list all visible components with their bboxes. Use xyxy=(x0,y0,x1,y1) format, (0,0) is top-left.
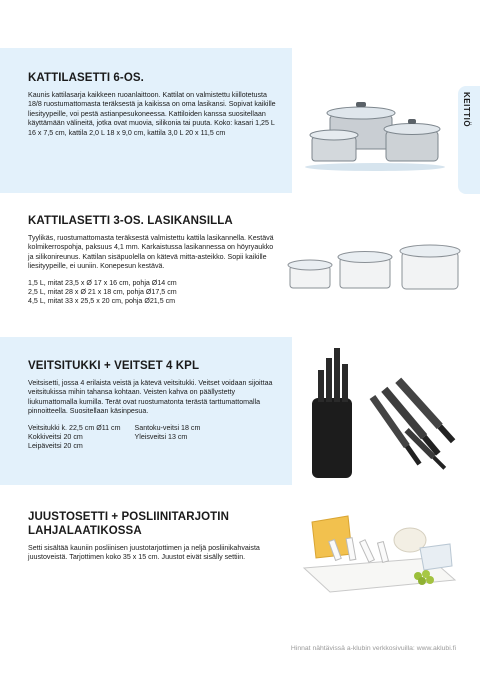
product-title xyxy=(28,510,278,538)
spec-line: Leipäveitsi 20 cm xyxy=(28,442,83,451)
spec-line: 4,5 L, mitat 33 x 25,5 x 20 cm, pohja Ø21,5 cm xyxy=(28,297,176,306)
footer-note: Hinnat nähtävissä a-klubin verkkosivuilla: www.aklubi.fi xyxy=(290,645,456,652)
product-description: Tyylikäs, ruostumattomasta teräksestä valmistettu kattila lasikannella. Kestävä kolmikerrospohja, paksuus 4,1 mm. Karkaistussa lasikannessa on höyryaukko ja silikonireunus. Kattilan sisäpuolella on kätevä mitta-asteikko. Sopii kaikille liesityypeille, ei uuniin. Konepesun kestävä. xyxy=(28,234,274,271)
spec-line: Veitsitukki k. 22,5 cm Ø11 cm xyxy=(28,423,121,432)
product-specs xyxy=(28,279,278,307)
spec-column-right xyxy=(135,424,201,452)
product-description: Kaunis kattilasarja kaikkeen ruoanlaittoon. Kattilat on valmistettu kiillotetusta 18/8 ruostumattomasta teräksestä ja kaikissa on oma lasikansi. Sopivat kaikille liesityypeille, voi pestä astianpesukoneessa. Kattiloiden kanssa suositellaan käyttämään välineitä, jotka ovat muovia, silikonia tai puuta. Koko: kasari 1,25 L 16 x 7,5 cm, kattila 2,0 L 18 x 9,0 cm, kattila 3,0 L 20 x 11,5 cm xyxy=(28,91,276,137)
spec-line: Kokkiveitsi 20 cm xyxy=(28,433,83,442)
spec-line: 2,5 L, mitat 28 x Ø 21 x 18 cm, pohja Ø17,5 cm xyxy=(28,288,177,297)
category-tab-label: KEITTIÖ xyxy=(462,92,471,128)
product-cheese-set xyxy=(28,510,278,563)
product-title-line1: JUUSTOSETTI + POSLIINITARJOTIN xyxy=(28,511,229,523)
product-description: Setti sisältää kauniin posliinisen juustotarjottimen ja neljä posliinikahvaista juustoveistä. Tarjottimen koko 35 x 15 cm. Juustot eivät sisälly settiin. xyxy=(28,544,260,562)
product-title: VEITSITUKKI + VEITSET 4 KPL xyxy=(28,360,200,372)
product-title-line2: LAHJALAATIKOSSA xyxy=(28,525,142,537)
product-description: Veitsisetti, jossa 4 erilaista veistä ja kätevä veitsitukki. Veitset voidaan sijoittaa veitsitukissa mihin tahansa kohtaan. Veisten kahva on päällystetty liukumattomalla kumilla. Terät ovat ruostumatonta terästä tarttumattomalla pinnoitteella. Suositellaan käsinpesua. xyxy=(28,379,273,416)
cookware-6pc-image xyxy=(300,93,450,173)
product-knife-block xyxy=(28,359,278,452)
cookware-3pc-image xyxy=(282,240,462,295)
product-cookware-6pc xyxy=(28,71,278,138)
spec-line: Yleisveitsi 13 cm xyxy=(134,433,188,442)
spec-column-left xyxy=(28,424,121,452)
product-title: KATTILASETTI 6-OS. xyxy=(28,72,144,84)
product-specs xyxy=(28,424,278,452)
spec-line: 1,5 L, mitat 23,5 x Ø 17 x 16 cm, pohja Ø14 cm xyxy=(28,278,177,287)
product-cookware-3pc xyxy=(28,214,278,307)
product-title: KATTILASETTI 3-OS. LASIKANSILLA xyxy=(28,215,233,227)
spec-line: Santoku-veitsi 18 cm xyxy=(134,423,201,432)
knife-block-image xyxy=(300,340,460,485)
cheese-set-image xyxy=(300,510,460,595)
category-tab[interactable] xyxy=(458,86,480,194)
